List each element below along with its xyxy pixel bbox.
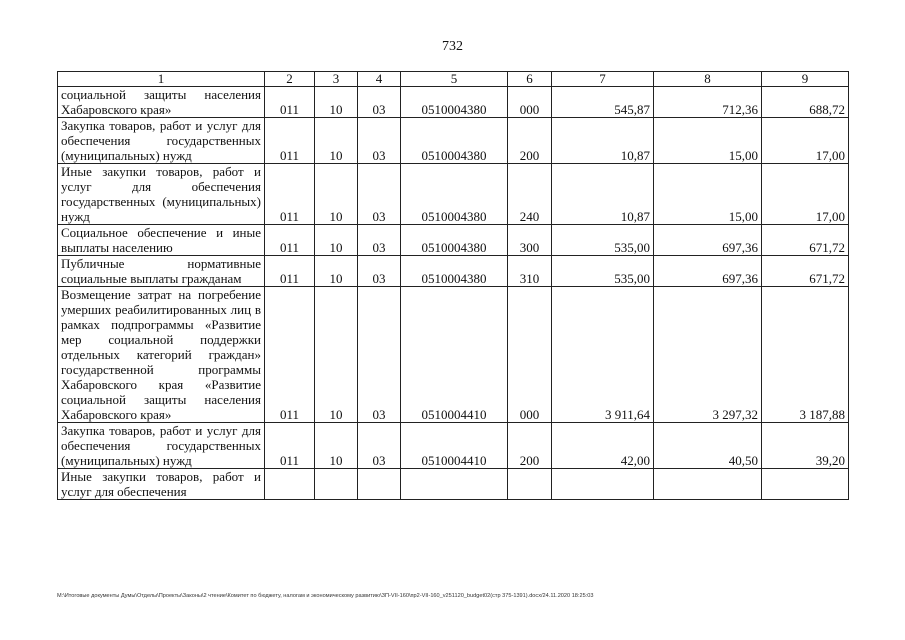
cell-subsection: 03 <box>358 225 401 256</box>
cell-section: 10 <box>315 164 358 225</box>
cell-amount-col7: 545,87 <box>552 87 654 118</box>
cell-ministry-code: 011 <box>265 164 315 225</box>
table-row <box>58 118 849 164</box>
row-name: Закупка товаров, работ и услуг для обеспечения государственных (муниципальных) нужд <box>58 118 265 164</box>
cell-amount-col7: 10,87 <box>552 118 654 164</box>
cell-ministry-code: 011 <box>265 256 315 287</box>
cell-section: 10 <box>315 118 358 164</box>
cell-amount-col8: 15,00 <box>654 164 762 225</box>
row-name: Публичные нормативные социальные выплаты гражданам <box>58 256 265 287</box>
cell-amount-col7: 3 911,64 <box>552 287 654 423</box>
table-row <box>58 469 849 500</box>
cell-amount-col9: 3 187,88 <box>762 287 849 423</box>
document-path-footer: М:\Итоговые документы Думы\Отделы\Проекты\Законы\2 чтение\Комитет по бюджету, налогам и экономическому развитию\ЗП-VII-160\пр2-VII-160_v251120_budget02(стр 375-1391).docx/24.11.2020 18:25:03 <box>57 593 594 599</box>
cell-expense-type: 000 <box>508 287 552 423</box>
table-row <box>58 87 849 118</box>
row-name: Возмещение затрат на погребение умерших реабилитированных лиц в рамках подпрограммы «Развитие мер социальной поддержки отдельных категорий граждан» государственной программы Хабаровского края «Развитие социальной защиты населения Хабаровского края» <box>58 287 265 423</box>
cell-amount-col8: 712,36 <box>654 87 762 118</box>
cell-ministry-code: 011 <box>265 87 315 118</box>
header-col-8: 8 <box>654 72 762 87</box>
cell-amount-col7: 535,00 <box>552 256 654 287</box>
cell-section: 10 <box>315 225 358 256</box>
cell-subsection: 03 <box>358 87 401 118</box>
cell-amount-col9: 688,72 <box>762 87 849 118</box>
row-name: Закупка товаров, работ и услуг для обеспечения государственных (муниципальных) нужд <box>58 423 265 469</box>
page-number: 732 <box>442 39 463 54</box>
cell-amount-col7: 10,87 <box>552 164 654 225</box>
cell-amount-col7: 42,00 <box>552 423 654 469</box>
cell-ministry-code: 011 <box>265 423 315 469</box>
cell-expense-type: 200 <box>508 118 552 164</box>
cell-section: 10 <box>315 256 358 287</box>
header-col-4: 4 <box>358 72 401 87</box>
table-row <box>58 256 849 287</box>
header-col-1: 1 <box>58 72 265 87</box>
row-name: Иные закупки товаров, работ и услуг для обеспечения государственных (муниципальных) нужд <box>58 164 265 225</box>
cell-amount-col9: 17,00 <box>762 164 849 225</box>
cell-subsection: 03 <box>358 287 401 423</box>
cell-subsection: 03 <box>358 164 401 225</box>
cell-ministry-code: 011 <box>265 287 315 423</box>
cell-amount-col8: 40,50 <box>654 423 762 469</box>
cell-ministry-code <box>265 469 315 500</box>
cell-target-article: 0510004380 <box>401 118 508 164</box>
table-row <box>58 225 849 256</box>
row-name: Иные закупки товаров, работ и услуг для обеспечения <box>58 469 265 500</box>
cell-amount-col9: 39,20 <box>762 423 849 469</box>
cell-section: 10 <box>315 423 358 469</box>
cell-target-article: 0510004380 <box>401 225 508 256</box>
cell-target-article: 0510004410 <box>401 423 508 469</box>
cell-subsection <box>358 469 401 500</box>
cell-amount-col7: 535,00 <box>552 225 654 256</box>
table-row <box>58 287 849 423</box>
cell-expense-type: 240 <box>508 164 552 225</box>
header-col-5: 5 <box>401 72 508 87</box>
cell-amount-col9: 671,72 <box>762 256 849 287</box>
table-header-row <box>58 72 849 87</box>
cell-amount-col8: 3 297,32 <box>654 287 762 423</box>
budget-table <box>57 71 849 500</box>
cell-target-article: 0510004410 <box>401 287 508 423</box>
cell-target-article: 0510004380 <box>401 164 508 225</box>
header-col-2: 2 <box>265 72 315 87</box>
header-col-9: 9 <box>762 72 849 87</box>
cell-target-article: 0510004380 <box>401 256 508 287</box>
cell-ministry-code: 011 <box>265 225 315 256</box>
cell-amount-col8: 697,36 <box>654 225 762 256</box>
row-name: Социальное обеспечение и иные выплаты населению <box>58 225 265 256</box>
cell-amount-col8: 15,00 <box>654 118 762 164</box>
cell-amount-col9 <box>762 469 849 500</box>
cell-ministry-code: 011 <box>265 118 315 164</box>
header-col-7: 7 <box>552 72 654 87</box>
cell-amount-col8: 697,36 <box>654 256 762 287</box>
cell-amount-col7 <box>552 469 654 500</box>
cell-subsection: 03 <box>358 118 401 164</box>
table-row <box>58 423 849 469</box>
cell-subsection: 03 <box>358 423 401 469</box>
cell-expense-type: 300 <box>508 225 552 256</box>
cell-expense-type: 000 <box>508 87 552 118</box>
cell-section <box>315 469 358 500</box>
cell-amount-col9: 17,00 <box>762 118 849 164</box>
cell-target-article <box>401 469 508 500</box>
cell-subsection: 03 <box>358 256 401 287</box>
cell-section: 10 <box>315 87 358 118</box>
cell-expense-type <box>508 469 552 500</box>
cell-amount-col9: 671,72 <box>762 225 849 256</box>
row-name: социальной защиты населения Хабаровского края» <box>58 87 265 118</box>
cell-expense-type: 200 <box>508 423 552 469</box>
table-row <box>58 164 849 225</box>
cell-expense-type: 310 <box>508 256 552 287</box>
cell-target-article: 0510004380 <box>401 87 508 118</box>
cell-section: 10 <box>315 287 358 423</box>
header-col-6: 6 <box>508 72 552 87</box>
cell-amount-col8 <box>654 469 762 500</box>
header-col-3: 3 <box>315 72 358 87</box>
